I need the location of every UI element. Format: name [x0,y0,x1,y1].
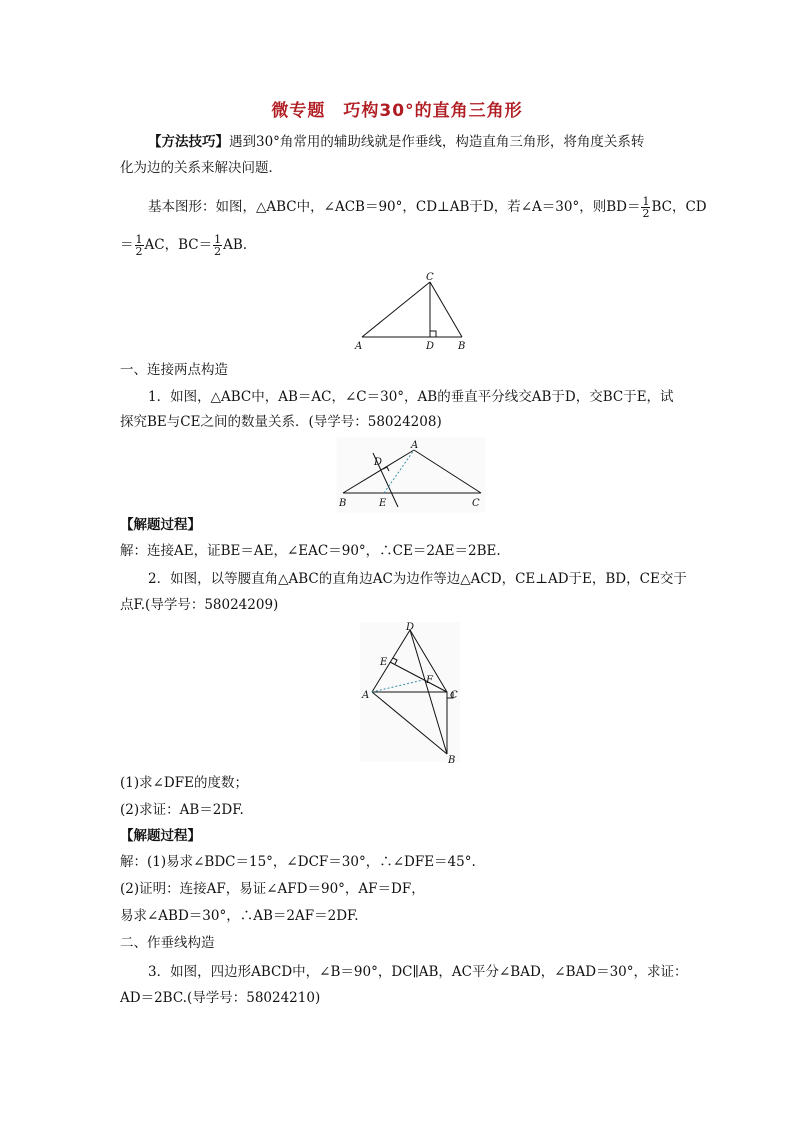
fraction-half [213,234,222,257]
label-c: C [450,690,458,701]
page-title: 微专题 巧构30°的直角三角形 [271,101,523,121]
basic-text-1a: 基本图形：如图，△ABC中，∠ACB＝90°，CD⊥AB于D，若∠A＝30°，则BD＝ [148,199,641,215]
question-2-line-2: 点F.(导学号：58024209) [120,597,279,613]
basic-line-2 [120,234,680,257]
method-text-1: 遇到30°角常用的辅助线就是作垂线，构造直角三角形，将角度关系转 [229,134,645,150]
label-e: E [379,498,387,509]
label-a: A [355,341,363,352]
basic-text-1b: BC，CD [651,199,707,215]
method-text-2: 化为边的关系来解决问题． [120,160,282,176]
basic-text-2c: AB. [223,237,248,253]
label-a: A [362,690,370,701]
segment-cb [430,282,462,337]
solution-label-2: 【解题过程】 [120,828,201,844]
label-d: D [406,622,415,633]
question-3-line-2: AD＝2BC.(导学号：58024210) [120,990,321,1006]
fraction-numerator: 1 [135,233,143,246]
label-e: E [380,657,388,668]
method-line-1 [148,132,680,152]
solution-2-line-3: 易求∠ABD＝30°，∴AB＝2AF＝2DF. [120,908,359,924]
label-c: C [472,498,480,509]
question-1-line-2: 探究BE与CE之间的数量关系．(导学号：58024208) [120,414,442,430]
section-2-heading: 二、作垂线构造 [120,935,215,951]
fraction-denominator: 2 [214,245,222,258]
label-b: B [458,341,466,352]
fraction-half [135,234,144,257]
label-f: F [426,675,433,686]
fraction-denominator: 2 [135,245,143,258]
label-d: D [374,457,383,468]
basic-text-2b: AC，BC＝ [144,237,213,253]
question-2-part-2: (2)求证：AB＝2DF. [120,802,244,818]
solution-label-1: 【解题过程】 [120,517,201,533]
fraction-denominator: 2 [642,207,650,220]
question-1-line-1: 1．如图，△ABC中，AB＝AC，∠C＝30°，AB的垂直平分线交AB于D，交BC于E，试 [148,389,674,405]
solution-2-line-1: 解：(1)易求∠BDC＝15°，∠DCF＝30°，∴∠DFE＝45°. [120,854,476,870]
question-3-line-1: 3．如图，四边形ABCD中，∠B＝90°，DC∥AB，AC平分∠BAD，∠BAD＝30°，求证： [148,964,688,980]
basic-line-1 [148,195,707,220]
fraction-numerator: 1 [214,233,222,246]
right-angle-mark [430,331,436,337]
question-2-line-1: 2．如图，以等腰直角△ABC的直角边AC为边作等边△ACD，CE⊥AD于E，BD，CE交于 [148,571,687,587]
section-1-heading: 一、连接两点构造 [120,362,228,378]
basic-text-2a: ＝ [120,237,134,253]
label-d: D [426,341,435,352]
figure-question-1 [336,437,486,513]
fraction-half [641,196,650,219]
label-c: C [426,272,434,283]
label-b: B [448,755,456,765]
figure-basic-triangle [350,268,475,354]
figure-question-2 [358,620,462,765]
solution-1: 解：连接AE，证BE＝AE，∠EAC＝90°，∴CE＝2AE＝2BE. [120,543,501,559]
fraction-numerator: 1 [642,195,650,208]
question-2-part-1: (1)求∠DFE的度数； [120,775,248,791]
solution-2-line-2: (2)证明：连接AF，易证∠AFD＝90°，AF＝DF， [120,881,425,897]
segment-ac [362,282,430,337]
label-a: A [411,440,419,451]
label-b: B [339,498,347,509]
method-label: 【方法技巧】 [148,134,229,150]
